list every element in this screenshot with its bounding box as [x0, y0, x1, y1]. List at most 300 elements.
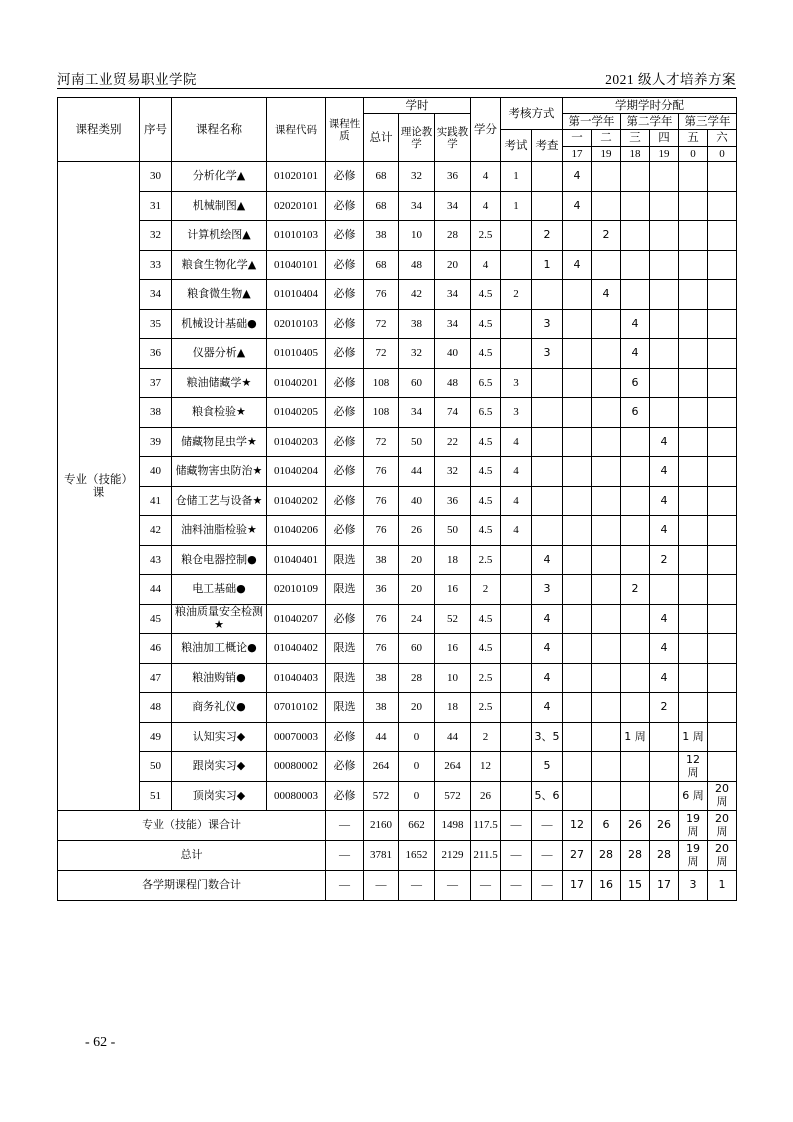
- cell-nature: 必修: [326, 516, 364, 546]
- cell-term-1: [563, 221, 592, 251]
- summary-label: 专业（技能）课合计: [58, 811, 326, 841]
- cell-seq: 48: [140, 693, 172, 723]
- cell-nature: 必修: [326, 604, 364, 634]
- cell-hours-theory: 20: [399, 693, 435, 723]
- cell-exam: [501, 781, 532, 811]
- cell-exam: 3: [501, 398, 532, 428]
- header-exam-group: 考核方式: [501, 98, 563, 130]
- cell-term-4: [650, 250, 679, 280]
- header-credit: 学分: [471, 98, 501, 162]
- summary-total: 2160: [364, 811, 399, 841]
- cell-exam: [501, 663, 532, 693]
- cell-term-1: [563, 368, 592, 398]
- cell-term-6: [708, 516, 737, 546]
- cell-nature: 必修: [326, 722, 364, 752]
- cell-term-1: [563, 545, 592, 575]
- cell-code: 01010404: [267, 280, 326, 310]
- cell-hours-total: 76: [364, 486, 399, 516]
- cell-course-name: 粮食生物化学▲: [172, 250, 267, 280]
- cell-term-3: [621, 250, 650, 280]
- cell-check: [532, 191, 563, 221]
- cell-term-6: [708, 162, 737, 192]
- cell-term-2: [592, 457, 621, 487]
- cell-code: 01040403: [267, 663, 326, 693]
- cell-check: 2: [532, 221, 563, 251]
- cell-exam: [501, 752, 532, 782]
- table-row: [58, 752, 737, 782]
- cell-seq: 31: [140, 191, 172, 221]
- cell-term-3: [621, 781, 650, 811]
- cell-term-3: [621, 634, 650, 664]
- cell-nature: 必修: [326, 486, 364, 516]
- table-row: [58, 781, 737, 811]
- cell-hours-theory: 0: [399, 781, 435, 811]
- cell-term-4: [650, 575, 679, 605]
- header-divider: [57, 88, 736, 89]
- header-hours-practice: 实践教学: [435, 114, 471, 162]
- header-check: 考查: [532, 130, 563, 162]
- cell-credit: 2: [471, 722, 501, 752]
- cell-seq: 45: [140, 604, 172, 634]
- cell-check: 3: [532, 575, 563, 605]
- summary-term-6: 20 周: [708, 811, 737, 841]
- cell-seq: 51: [140, 781, 172, 811]
- summary-credit: —: [471, 871, 501, 901]
- cell-term-5: [679, 457, 708, 487]
- cell-seq: 34: [140, 280, 172, 310]
- table-row: [58, 250, 737, 280]
- cell-check: [532, 162, 563, 192]
- cell-hours-theory: 44: [399, 457, 435, 487]
- cell-term-2: [592, 663, 621, 693]
- cell-course-name: 粮油加工概论●: [172, 634, 267, 664]
- cell-code: 01040203: [267, 427, 326, 457]
- cell-nature: 限选: [326, 693, 364, 723]
- cell-check: [532, 457, 563, 487]
- header-year1: 第一学年: [563, 114, 621, 130]
- cell-hours-theory: 32: [399, 162, 435, 192]
- cell-hours-total: 108: [364, 368, 399, 398]
- header-term-5: 五: [679, 130, 708, 146]
- cell-term-4: 4: [650, 457, 679, 487]
- cell-term-1: [563, 634, 592, 664]
- summary-nature: —: [326, 811, 364, 841]
- cell-term-3: [621, 457, 650, 487]
- cell-check: 3、5: [532, 722, 563, 752]
- cell-term-2: [592, 575, 621, 605]
- cell-hours-practice: 264: [435, 752, 471, 782]
- cell-course-name: 机械制图▲: [172, 191, 267, 221]
- header-term-4: 四: [650, 130, 679, 146]
- header-code: 课程代码: [267, 98, 326, 162]
- cell-term-1: [563, 398, 592, 428]
- cell-seq: 44: [140, 575, 172, 605]
- cell-check: 4: [532, 693, 563, 723]
- cell-exam: 4: [501, 457, 532, 487]
- summary-term-4: 28: [650, 841, 679, 871]
- cell-seq: 43: [140, 545, 172, 575]
- summary-label: 各学期课程门数合计: [58, 871, 326, 901]
- cell-term-2: [592, 693, 621, 723]
- cell-hours-total: 38: [364, 663, 399, 693]
- cell-term-5: [679, 280, 708, 310]
- cell-term-6: [708, 634, 737, 664]
- cell-term-5: [679, 693, 708, 723]
- cell-code: 00070003: [267, 722, 326, 752]
- cell-term-4: [650, 309, 679, 339]
- header-term-3: 三: [621, 130, 650, 146]
- summary-total: 3781: [364, 841, 399, 871]
- table-row: [58, 693, 737, 723]
- cell-course-name: 电工基础●: [172, 575, 267, 605]
- header-weeks-3: 18: [621, 146, 650, 162]
- cell-term-6: [708, 427, 737, 457]
- cell-term-5: [679, 663, 708, 693]
- cell-hours-total: 72: [364, 309, 399, 339]
- cell-hours-practice: 32: [435, 457, 471, 487]
- table-row: [58, 575, 737, 605]
- summary-row: [58, 871, 737, 901]
- summary-term-1: 27: [563, 841, 592, 871]
- summary-theory: —: [399, 871, 435, 901]
- summary-total: —: [364, 871, 399, 901]
- header-hours-theory: 理论教学: [399, 114, 435, 162]
- cell-hours-practice: 16: [435, 575, 471, 605]
- cell-hours-practice: 40: [435, 339, 471, 369]
- cell-exam: 3: [501, 368, 532, 398]
- cell-nature: 必修: [326, 280, 364, 310]
- cell-exam: 1: [501, 191, 532, 221]
- cell-credit: 12: [471, 752, 501, 782]
- cell-hours-practice: 18: [435, 545, 471, 575]
- cell-credit: 4: [471, 250, 501, 280]
- cell-check: 4: [532, 545, 563, 575]
- cell-term-6: [708, 575, 737, 605]
- cell-hours-practice: 52: [435, 604, 471, 634]
- cell-hours-total: 44: [364, 722, 399, 752]
- cell-nature: 必修: [326, 457, 364, 487]
- cell-term-4: [650, 781, 679, 811]
- cell-term-1: [563, 693, 592, 723]
- header-term-6: 六: [708, 130, 737, 146]
- cell-seq: 50: [140, 752, 172, 782]
- summary-term-5: 19 周: [679, 841, 708, 871]
- cell-hours-total: 76: [364, 516, 399, 546]
- cell-nature: 必修: [326, 339, 364, 369]
- cell-hours-theory: 28: [399, 663, 435, 693]
- cell-term-4: [650, 280, 679, 310]
- cell-term-3: [621, 663, 650, 693]
- cell-exam: 4: [501, 486, 532, 516]
- cell-term-1: [563, 309, 592, 339]
- cell-hours-practice: 36: [435, 486, 471, 516]
- cell-check: 4: [532, 663, 563, 693]
- cell-credit: 2.5: [471, 545, 501, 575]
- cell-term-6: [708, 250, 737, 280]
- cell-term-5: [679, 634, 708, 664]
- summary-nature: —: [326, 841, 364, 871]
- cell-term-6: [708, 693, 737, 723]
- cell-credit: 4.5: [471, 427, 501, 457]
- cell-course-name: 粮仓电器控制●: [172, 545, 267, 575]
- summary-row: [58, 841, 737, 871]
- cell-hours-total: 68: [364, 191, 399, 221]
- cell-term-1: 4: [563, 250, 592, 280]
- cell-term-5: 6 周: [679, 781, 708, 811]
- category-cell: 专业（技能）课: [58, 162, 140, 811]
- cell-nature: 必修: [326, 427, 364, 457]
- cell-hours-theory: 48: [399, 250, 435, 280]
- cell-hours-total: 38: [364, 221, 399, 251]
- cell-hours-practice: 36: [435, 162, 471, 192]
- cell-hours-total: 76: [364, 634, 399, 664]
- summary-term-4: 17: [650, 871, 679, 901]
- cell-hours-theory: 0: [399, 752, 435, 782]
- summary-term-5: 19 周: [679, 811, 708, 841]
- cell-term-6: [708, 339, 737, 369]
- cell-term-1: [563, 604, 592, 634]
- cell-code: 01010103: [267, 221, 326, 251]
- cell-seq: 32: [140, 221, 172, 251]
- cell-term-2: [592, 309, 621, 339]
- cell-nature: 限选: [326, 545, 364, 575]
- cell-term-6: [708, 722, 737, 752]
- cell-hours-practice: 572: [435, 781, 471, 811]
- summary-theory: 1652: [399, 841, 435, 871]
- header-hours-group: 学时: [364, 98, 471, 114]
- cell-code: 00080002: [267, 752, 326, 782]
- curriculum-table: [57, 97, 737, 901]
- cell-term-3: 2: [621, 575, 650, 605]
- cell-term-3: [621, 486, 650, 516]
- cell-term-6: [708, 457, 737, 487]
- cell-term-6: [708, 752, 737, 782]
- cell-term-3: [621, 162, 650, 192]
- cell-hours-theory: 24: [399, 604, 435, 634]
- cell-course-name: 分析化学▲: [172, 162, 267, 192]
- cell-seq: 46: [140, 634, 172, 664]
- cell-seq: 33: [140, 250, 172, 280]
- cell-term-2: [592, 368, 621, 398]
- summary-exam: —: [501, 841, 532, 871]
- cell-exam: [501, 693, 532, 723]
- summary-term-4: 26: [650, 811, 679, 841]
- cell-term-2: [592, 516, 621, 546]
- cell-hours-total: 68: [364, 162, 399, 192]
- cell-code: 00080003: [267, 781, 326, 811]
- cell-term-4: [650, 398, 679, 428]
- cell-exam: [501, 722, 532, 752]
- cell-exam: [501, 339, 532, 369]
- table-row: [58, 309, 737, 339]
- header-weeks-5: 0: [679, 146, 708, 162]
- cell-term-6: [708, 368, 737, 398]
- cell-term-1: 4: [563, 162, 592, 192]
- cell-hours-practice: 44: [435, 722, 471, 752]
- header-year3: 第三学年: [679, 114, 737, 130]
- cell-term-2: [592, 250, 621, 280]
- cell-check: [532, 486, 563, 516]
- table-row: [58, 339, 737, 369]
- cell-term-1: [563, 457, 592, 487]
- cell-hours-theory: 40: [399, 486, 435, 516]
- cell-term-5: [679, 339, 708, 369]
- cell-exam: [501, 221, 532, 251]
- cell-term-3: [621, 604, 650, 634]
- cell-hours-practice: 20: [435, 250, 471, 280]
- cell-term-2: [592, 722, 621, 752]
- cell-credit: 4.5: [471, 339, 501, 369]
- cell-course-name: 粮食检验★: [172, 398, 267, 428]
- cell-term-1: [563, 280, 592, 310]
- cell-term-6: [708, 604, 737, 634]
- cell-term-1: [563, 575, 592, 605]
- cell-term-2: 4: [592, 280, 621, 310]
- cell-seq: 49: [140, 722, 172, 752]
- cell-term-4: [650, 221, 679, 251]
- cell-term-5: [679, 368, 708, 398]
- cell-term-2: [592, 427, 621, 457]
- cell-check: [532, 516, 563, 546]
- summary-label: 总计: [58, 841, 326, 871]
- summary-term-3: 26: [621, 811, 650, 841]
- cell-credit: 6.5: [471, 368, 501, 398]
- cell-seq: 38: [140, 398, 172, 428]
- cell-term-2: [592, 781, 621, 811]
- summary-term-2: 6: [592, 811, 621, 841]
- cell-check: [532, 398, 563, 428]
- cell-hours-theory: 38: [399, 309, 435, 339]
- cell-nature: 必修: [326, 752, 364, 782]
- cell-term-2: [592, 339, 621, 369]
- table-row: [58, 486, 737, 516]
- cell-hours-practice: 34: [435, 191, 471, 221]
- cell-term-3: [621, 752, 650, 782]
- cell-term-5: [679, 575, 708, 605]
- cell-seq: 37: [140, 368, 172, 398]
- cell-course-name: 仪器分析▲: [172, 339, 267, 369]
- cell-code: 02010109: [267, 575, 326, 605]
- cell-hours-practice: 16: [435, 634, 471, 664]
- cell-term-6: [708, 663, 737, 693]
- cell-course-name: 机械设计基础●: [172, 309, 267, 339]
- cell-term-5: [679, 191, 708, 221]
- cell-term-1: [563, 752, 592, 782]
- cell-term-3: [621, 221, 650, 251]
- cell-hours-total: 572: [364, 781, 399, 811]
- cell-credit: 4.5: [471, 516, 501, 546]
- summary-exam: —: [501, 811, 532, 841]
- summary-term-6: 20 周: [708, 841, 737, 871]
- cell-term-2: [592, 604, 621, 634]
- cell-hours-total: 264: [364, 752, 399, 782]
- cell-nature: 必修: [326, 250, 364, 280]
- cell-term-2: [592, 398, 621, 428]
- cell-term-5: [679, 250, 708, 280]
- cell-hours-total: 68: [364, 250, 399, 280]
- cell-exam: 1: [501, 162, 532, 192]
- cell-hours-theory: 60: [399, 368, 435, 398]
- cell-credit: 6.5: [471, 398, 501, 428]
- cell-check: [532, 368, 563, 398]
- cell-term-4: [650, 752, 679, 782]
- header-term-group: 学期学时分配: [563, 98, 737, 114]
- summary-term-3: 15: [621, 871, 650, 901]
- summary-term-1: 17: [563, 871, 592, 901]
- table-row: [58, 280, 737, 310]
- cell-course-name: 粮食微生物▲: [172, 280, 267, 310]
- page-header: [57, 68, 736, 88]
- cell-code: 01040205: [267, 398, 326, 428]
- cell-term-5: [679, 486, 708, 516]
- summary-exam: —: [501, 871, 532, 901]
- cell-term-4: 4: [650, 486, 679, 516]
- cell-nature: 必修: [326, 191, 364, 221]
- cell-term-1: [563, 486, 592, 516]
- summary-term-6: 1: [708, 871, 737, 901]
- cell-term-3: 6: [621, 398, 650, 428]
- cell-term-2: [592, 162, 621, 192]
- cell-term-2: [592, 191, 621, 221]
- cell-term-4: 2: [650, 545, 679, 575]
- cell-credit: 4.5: [471, 280, 501, 310]
- cell-exam: 4: [501, 427, 532, 457]
- cell-credit: 4.5: [471, 486, 501, 516]
- header-institution: 河南工业贸易职业学院: [57, 72, 197, 87]
- cell-course-name: 粮油质量安全检测★: [172, 604, 267, 634]
- table-row: [58, 516, 737, 546]
- cell-seq: 36: [140, 339, 172, 369]
- cell-seq: 39: [140, 427, 172, 457]
- cell-term-1: [563, 663, 592, 693]
- table-row: [58, 427, 737, 457]
- cell-term-3: 4: [621, 339, 650, 369]
- cell-credit: 2.5: [471, 693, 501, 723]
- summary-credit: 117.5: [471, 811, 501, 841]
- cell-term-5: [679, 427, 708, 457]
- table-row: [58, 368, 737, 398]
- header-category: 课程类别: [58, 98, 140, 162]
- cell-code: 01040402: [267, 634, 326, 664]
- cell-seq: 42: [140, 516, 172, 546]
- cell-nature: 必修: [326, 368, 364, 398]
- table-row: [58, 722, 737, 752]
- cell-hours-theory: 42: [399, 280, 435, 310]
- cell-hours-total: 38: [364, 545, 399, 575]
- cell-term-1: [563, 722, 592, 752]
- cell-code: 01040207: [267, 604, 326, 634]
- cell-hours-theory: 26: [399, 516, 435, 546]
- header-weeks-6: 0: [708, 146, 737, 162]
- summary-check: —: [532, 811, 563, 841]
- table-body: [58, 162, 737, 901]
- cell-term-5: 1 周: [679, 722, 708, 752]
- cell-check: 3: [532, 309, 563, 339]
- header-title: 2021 级人才培养方案: [605, 72, 736, 87]
- cell-term-2: [592, 634, 621, 664]
- header-term-1: 一: [563, 130, 592, 146]
- cell-term-4: [650, 339, 679, 369]
- cell-code: 01040206: [267, 516, 326, 546]
- cell-seq: 47: [140, 663, 172, 693]
- cell-hours-theory: 10: [399, 221, 435, 251]
- cell-nature: 必修: [326, 162, 364, 192]
- cell-code: 02020101: [267, 191, 326, 221]
- cell-hours-practice: 48: [435, 368, 471, 398]
- table-row: [58, 545, 737, 575]
- cell-nature: 必修: [326, 309, 364, 339]
- cell-credit: 4.5: [471, 604, 501, 634]
